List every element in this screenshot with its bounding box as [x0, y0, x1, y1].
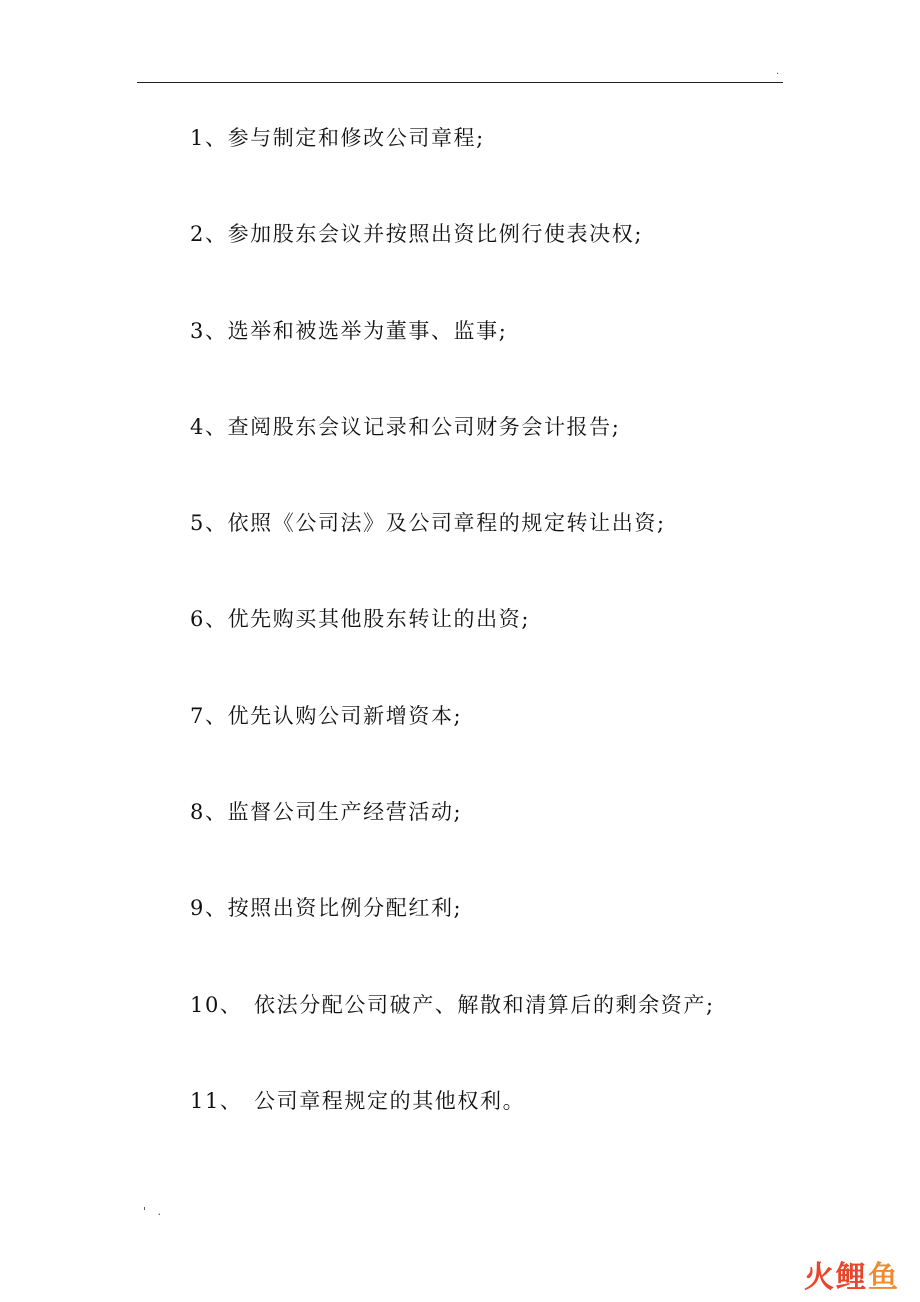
- item-number: 8、: [190, 800, 228, 825]
- list-item: [190, 888, 810, 984]
- item-text: 公司章程规定的其他权利。: [254, 1088, 526, 1113]
- header-rule: [137, 82, 783, 83]
- item-number: 1、: [190, 126, 228, 150]
- item-number: 5、: [190, 511, 228, 536]
- item-number: 11、: [190, 1088, 243, 1113]
- item-text: 优先认购公司新增资本;: [227, 703, 463, 728]
- item-text: 依照《公司法》及公司章程的规定转让出资;: [227, 511, 666, 536]
- list-item: [190, 214, 810, 310]
- rights-list: [190, 118, 810, 1177]
- list-item: [190, 1081, 810, 1177]
- item-text: 参加股东会议并按照出资比例行使表决权;: [227, 222, 644, 247]
- list-item: [190, 311, 810, 407]
- item-number: 4、: [190, 414, 228, 439]
- watermark-char-fish: 鱼: [868, 1260, 898, 1295]
- footer-marks: ' .: [143, 1205, 166, 1218]
- item-text: 优先购买其他股东转让的出资;: [227, 607, 531, 632]
- list-item: [190, 792, 810, 888]
- list-item: [190, 696, 810, 792]
- list-item: [190, 985, 810, 1081]
- item-number: 2、: [190, 222, 228, 247]
- watermark-logo: [804, 1260, 898, 1296]
- list-item: [190, 407, 810, 503]
- item-number: 7、: [190, 703, 228, 728]
- item-number: 3、: [190, 318, 228, 343]
- list-item: [190, 118, 810, 214]
- item-number: 6、: [190, 607, 228, 632]
- item-text: 选举和被选举为董事、监事;: [227, 318, 508, 343]
- item-number: 10、: [190, 992, 243, 1017]
- item-text: 查阅股东会议记录和公司财务会计报告;: [227, 414, 621, 439]
- watermark-char-fire: 火: [804, 1260, 834, 1295]
- item-text: 参与制定和修改公司章程;: [227, 126, 485, 150]
- watermark-char-carp: 鲤: [836, 1260, 866, 1295]
- list-item: [190, 503, 810, 599]
- item-text: 按照出资比例分配红利;: [227, 896, 463, 921]
- list-item: [190, 599, 810, 695]
- item-text: 依法分配公司破产、解散和清算后的剩余资产;: [254, 992, 715, 1017]
- item-text: 监督公司生产经营活动;: [227, 800, 463, 825]
- header-mark: .: [776, 66, 780, 77]
- item-number: 9、: [190, 896, 228, 921]
